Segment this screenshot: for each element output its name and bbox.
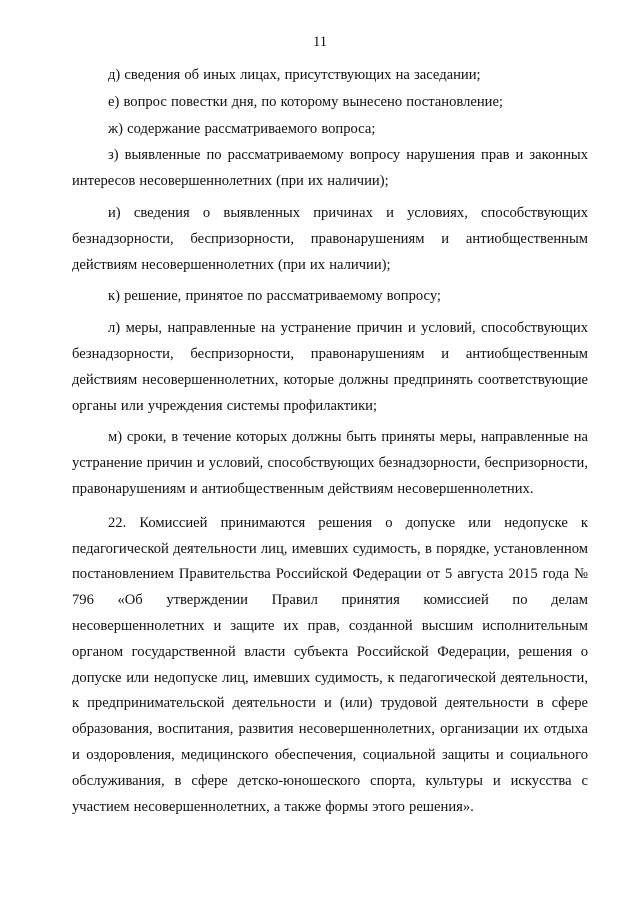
- paragraph-item-d: д) сведения об иных лицах, присутствующих на заседании;: [108, 67, 481, 83]
- page-number: 11: [312, 34, 328, 50]
- paragraph-item-zh: ж) содержание рассматриваемого вопроса;: [108, 120, 376, 137]
- paragraph-item-i: и) сведения о выявленных причинах и условиях, способствующих безнадзорности, беспризорности, правонарушениям и антиобщественным действиям несовершеннолетних (при их наличии);: [72, 204, 588, 273]
- paragraph-item-l: л) меры, направленные на устранение причин и условий, способствующих безнадзорности, беспризорности, правонарушениям и антиобщественным действиям несовершеннолетних, которые должны предпринять соответствующие органы или учреждения системы профилактики;: [72, 320, 588, 414]
- document-body: [72, 63, 588, 820]
- paragraph-item-e: е) вопрос повестки дня, по которому вынесено постановление;: [108, 93, 503, 110]
- paragraph-section-22: 22. Комиссией принимаются решения о допуске или недопуске к педагогической деятельности лиц, имевших судимость, в порядке, установленном постановлением Правительства Российской Федерации от 5 августа 2015 года № 796 «Об утверждении Правил принятия комиссией по делам несовершеннолетних и защите их прав, созданной высшим исполнительным органом государственной власти субъекта Российской Федерации, решения о допуске или недопуске лиц, имевших судимость, к педагогической деятельности, к предпринимательской деятельности и (или) трудовой деятельности в сфере образования, воспитания, развития несовершеннолетних, организации их отдыха и оздоровления, медицинского обеспечения, социальной защиты и социального обслуживания, в сфере детско-юношеского спорта, культуры и искусства с участием несовершеннолетних, а также формы этого решения».: [72, 514, 588, 815]
- paragraph-item-m: м) сроки, в течение которых должны быть приняты меры, направленные на устранение причин и условий, способствующих безнадзорности, беспризорности, правонарушениям и антиобщественным действиям несовершеннолетних.: [72, 429, 588, 497]
- paragraph-item-z: з) выявленные по рассматриваемому вопросу нарушения прав и законных интересов несовершеннолетних (при их наличии);: [72, 147, 588, 190]
- paragraph-item-k: к) решение, принятое по рассматриваемому вопросу;: [108, 288, 441, 305]
